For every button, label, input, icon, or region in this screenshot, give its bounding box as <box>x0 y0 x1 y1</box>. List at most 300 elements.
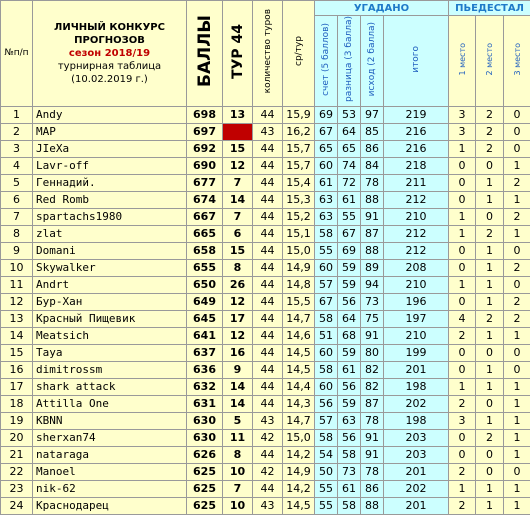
points-cell: 677 <box>187 174 223 191</box>
guessed-outcome-cell: 88 <box>361 242 384 259</box>
rank-cell: 4 <box>1 157 33 174</box>
guessed-diff-cell: 67 <box>338 225 361 242</box>
header-points <box>187 1 223 107</box>
player-name-cell: spartachs1980 <box>33 208 187 225</box>
rank-cell: 20 <box>1 429 33 446</box>
header-podium-third <box>504 16 530 107</box>
podium-second-cell: 1 <box>476 276 504 293</box>
avg-cell: 15,4 <box>283 174 315 191</box>
guessed-score-cell: 60 <box>315 157 338 174</box>
podium-second-cell: 2 <box>476 310 504 327</box>
guessed-total-cell: 216 <box>384 140 449 157</box>
guessed-total-cell: 198 <box>384 378 449 395</box>
podium-first-cell: 0 <box>449 174 476 191</box>
podium-first-cell: 1 <box>449 140 476 157</box>
header-guessed-group: УГАДАНО <box>315 1 449 16</box>
podium-third-cell: 1 <box>504 446 530 463</box>
podium-third-cell: 0 <box>504 276 530 293</box>
caption-season: сезон 2018/19 <box>33 47 186 60</box>
tour-points-cell <box>223 123 253 140</box>
table-row <box>1 123 530 140</box>
guessed-score-cell: 58 <box>315 361 338 378</box>
points-cell: 650 <box>187 276 223 293</box>
guessed-total-cell: 210 <box>384 208 449 225</box>
avg-cell: 14,7 <box>283 310 315 327</box>
rank-cell: 22 <box>1 463 33 480</box>
table-row <box>1 157 530 174</box>
header-tour <box>223 1 253 107</box>
guessed-score-cell: 67 <box>315 293 338 310</box>
player-name-cell: JIeXa <box>33 140 187 157</box>
table-row <box>1 395 530 412</box>
podium-third-cell: 0 <box>504 106 530 123</box>
guessed-score-cell: 51 <box>315 327 338 344</box>
podium-third-cell: 2 <box>504 293 530 310</box>
player-name-cell: Attilla One <box>33 395 187 412</box>
avg-cell: 14,7 <box>283 412 315 429</box>
guessed-score-cell: 60 <box>315 378 338 395</box>
guessed-diff-cell: 56 <box>338 293 361 310</box>
player-name-cell: Краснодарец <box>33 497 187 514</box>
guessed-total-cell: 212 <box>384 191 449 208</box>
points-cell: 649 <box>187 293 223 310</box>
rank-cell: 11 <box>1 276 33 293</box>
podium-third-cell: 1 <box>504 378 530 395</box>
player-name-cell: MAP <box>33 123 187 140</box>
guessed-outcome-cell: 80 <box>361 344 384 361</box>
podium-third-cell: 0 <box>504 242 530 259</box>
avg-cell: 15,2 <box>283 208 315 225</box>
points-cell: 625 <box>187 497 223 514</box>
podium-second-cell: 1 <box>476 191 504 208</box>
podium-third-cell: 2 <box>504 259 530 276</box>
podium-first-cell: 2 <box>449 497 476 514</box>
guessed-score-cell: 58 <box>315 225 338 242</box>
podium-third-cell: 1 <box>504 191 530 208</box>
tour-points-cell: 5 <box>223 412 253 429</box>
guessed-total-cell: 197 <box>384 310 449 327</box>
player-name-cell: KBNN <box>33 412 187 429</box>
points-cell: 655 <box>187 259 223 276</box>
player-name-cell: zlat <box>33 225 187 242</box>
player-name-cell: Manoel <box>33 463 187 480</box>
podium-first-cell: 0 <box>449 259 476 276</box>
guessed-outcome-cell: 89 <box>361 259 384 276</box>
points-cell: 645 <box>187 310 223 327</box>
tour-points-cell: 9 <box>223 361 253 378</box>
podium-second-cell: 2 <box>476 429 504 446</box>
guessed-total-cell: 199 <box>384 344 449 361</box>
guessed-diff-cell: 56 <box>338 429 361 446</box>
podium-third-cell: 2 <box>504 208 530 225</box>
rank-cell: 5 <box>1 174 33 191</box>
tour-points-cell: 26 <box>223 276 253 293</box>
header-podium-third-label: 3 место <box>513 43 522 76</box>
table-row <box>1 174 530 191</box>
guessed-outcome-cell: 75 <box>361 310 384 327</box>
guessed-diff-cell: 73 <box>338 463 361 480</box>
podium-second-cell: 2 <box>476 225 504 242</box>
tours-count-cell: 44 <box>253 395 283 412</box>
guessed-diff-cell: 68 <box>338 327 361 344</box>
avg-cell: 14,3 <box>283 395 315 412</box>
guessed-outcome-cell: 91 <box>361 446 384 463</box>
podium-second-cell: 1 <box>476 361 504 378</box>
guessed-total-cell: 202 <box>384 480 449 497</box>
guessed-total-cell: 203 <box>384 446 449 463</box>
table-row <box>1 361 530 378</box>
podium-first-cell: 2 <box>449 327 476 344</box>
guessed-score-cell: 65 <box>315 140 338 157</box>
podium-first-cell: 1 <box>449 480 476 497</box>
guessed-outcome-cell: 91 <box>361 429 384 446</box>
player-name-cell: nataraga <box>33 446 187 463</box>
tours-count-cell: 44 <box>253 191 283 208</box>
podium-first-cell: 0 <box>449 446 476 463</box>
tour-points-cell: 14 <box>223 191 253 208</box>
caption-title1: ЛИЧНЫЙ КОНКУРС <box>33 21 186 34</box>
avg-cell: 15,7 <box>283 140 315 157</box>
podium-third-cell: 1 <box>504 225 530 242</box>
guessed-total-cell: 201 <box>384 361 449 378</box>
guessed-outcome-cell: 94 <box>361 276 384 293</box>
tours-count-cell: 44 <box>253 157 283 174</box>
header-guessed-total-label: итого <box>411 46 421 73</box>
tours-count-cell: 44 <box>253 446 283 463</box>
podium-second-cell: 1 <box>476 412 504 429</box>
player-name-cell: Andrt <box>33 276 187 293</box>
guessed-outcome-cell: 78 <box>361 174 384 191</box>
guessed-total-cell: 198 <box>384 412 449 429</box>
guessed-score-cell: 61 <box>315 174 338 191</box>
tours-count-cell: 42 <box>253 463 283 480</box>
tour-points-cell: 8 <box>223 259 253 276</box>
tour-points-cell: 10 <box>223 497 253 514</box>
tour-points-cell: 7 <box>223 208 253 225</box>
points-cell: 697 <box>187 123 223 140</box>
header-guessed-diff-label: разница (3 балла) <box>344 16 354 102</box>
guessed-score-cell: 57 <box>315 276 338 293</box>
points-cell: 636 <box>187 361 223 378</box>
player-name-cell: Геннадий. <box>33 174 187 191</box>
guessed-diff-cell: 56 <box>338 378 361 395</box>
podium-second-cell: 0 <box>476 446 504 463</box>
podium-third-cell: 1 <box>504 157 530 174</box>
podium-first-cell: 0 <box>449 361 476 378</box>
avg-cell: 14,2 <box>283 446 315 463</box>
header-podium-group: ПЬЕДЕСТАЛ <box>449 1 530 16</box>
tours-count-cell: 44 <box>253 293 283 310</box>
points-cell: 625 <box>187 480 223 497</box>
avg-cell: 15,1 <box>283 225 315 242</box>
rank-cell: 16 <box>1 361 33 378</box>
points-cell: 631 <box>187 395 223 412</box>
guessed-total-cell: 201 <box>384 497 449 514</box>
guessed-score-cell: 55 <box>315 497 338 514</box>
table-row <box>1 191 530 208</box>
table-row <box>1 480 530 497</box>
rank-cell: 13 <box>1 310 33 327</box>
tours-count-cell: 43 <box>253 123 283 140</box>
podium-second-cell: 0 <box>476 157 504 174</box>
podium-third-cell: 0 <box>504 344 530 361</box>
podium-second-cell: 0 <box>476 463 504 480</box>
rank-cell: 12 <box>1 293 33 310</box>
podium-second-cell: 0 <box>476 344 504 361</box>
header-caption <box>33 1 187 107</box>
guessed-diff-cell: 61 <box>338 361 361 378</box>
header-num: №п/п <box>1 1 33 107</box>
rank-cell: 18 <box>1 395 33 412</box>
guessed-score-cell: 69 <box>315 106 338 123</box>
rank-cell: 14 <box>1 327 33 344</box>
player-name-cell: Taya <box>33 344 187 361</box>
guessed-outcome-cell: 91 <box>361 327 384 344</box>
tour-points-cell: 10 <box>223 463 253 480</box>
tour-points-cell: 12 <box>223 293 253 310</box>
rank-cell: 7 <box>1 208 33 225</box>
podium-second-cell: 1 <box>476 497 504 514</box>
podium-first-cell: 0 <box>449 157 476 174</box>
tour-points-cell: 17 <box>223 310 253 327</box>
guessed-score-cell: 58 <box>315 310 338 327</box>
guessed-total-cell: 210 <box>384 327 449 344</box>
guessed-total-cell: 208 <box>384 259 449 276</box>
guessed-diff-cell: 58 <box>338 446 361 463</box>
caption-title2: ПРОГНОЗОВ <box>33 34 186 47</box>
guessed-total-cell: 212 <box>384 242 449 259</box>
table-row <box>1 259 530 276</box>
tours-count-cell: 44 <box>253 259 283 276</box>
rank-cell: 9 <box>1 242 33 259</box>
header-guessed-total <box>384 16 449 107</box>
points-cell: 667 <box>187 208 223 225</box>
rank-cell: 15 <box>1 344 33 361</box>
tour-points-cell: 15 <box>223 140 253 157</box>
guessed-total-cell: 211 <box>384 174 449 191</box>
tours-count-cell: 44 <box>253 276 283 293</box>
guessed-score-cell: 55 <box>315 242 338 259</box>
avg-cell: 14,9 <box>283 259 315 276</box>
guessed-outcome-cell: 85 <box>361 123 384 140</box>
guessed-outcome-cell: 78 <box>361 412 384 429</box>
podium-third-cell: 1 <box>504 395 530 412</box>
podium-first-cell: 3 <box>449 106 476 123</box>
points-cell: 632 <box>187 378 223 395</box>
tours-count-cell: 44 <box>253 106 283 123</box>
podium-first-cell: 3 <box>449 123 476 140</box>
podium-first-cell: 2 <box>449 395 476 412</box>
guessed-total-cell: 219 <box>384 106 449 123</box>
rank-cell: 23 <box>1 480 33 497</box>
tours-count-cell: 44 <box>253 327 283 344</box>
guessed-outcome-cell: 87 <box>361 395 384 412</box>
podium-second-cell: 2 <box>476 106 504 123</box>
tour-points-cell: 12 <box>223 157 253 174</box>
tours-count-cell: 44 <box>253 361 283 378</box>
podium-third-cell: 2 <box>504 174 530 191</box>
podium-first-cell: 0 <box>449 344 476 361</box>
points-cell: 690 <box>187 157 223 174</box>
player-name-cell: sherxan74 <box>33 429 187 446</box>
podium-third-cell: 2 <box>504 310 530 327</box>
points-cell: 630 <box>187 412 223 429</box>
points-cell: 637 <box>187 344 223 361</box>
guessed-outcome-cell: 84 <box>361 157 384 174</box>
points-cell: 698 <box>187 106 223 123</box>
tours-count-cell: 44 <box>253 208 283 225</box>
podium-second-cell: 0 <box>476 208 504 225</box>
guessed-diff-cell: 61 <box>338 191 361 208</box>
header-podium-first <box>449 16 476 107</box>
header-podium-second <box>476 16 504 107</box>
player-name-cell: dimitrossm <box>33 361 187 378</box>
guessed-total-cell: 212 <box>384 225 449 242</box>
header-tour-label: ТУР 44 <box>230 24 246 79</box>
tours-count-cell: 44 <box>253 344 283 361</box>
rank-cell: 6 <box>1 191 33 208</box>
rank-cell: 19 <box>1 412 33 429</box>
rank-cell: 1 <box>1 106 33 123</box>
podium-first-cell: 3 <box>449 412 476 429</box>
guessed-outcome-cell: 82 <box>361 361 384 378</box>
podium-third-cell: 0 <box>504 463 530 480</box>
points-cell: 641 <box>187 327 223 344</box>
table-row <box>1 412 530 429</box>
table-row <box>1 429 530 446</box>
tour-points-cell: 11 <box>223 429 253 446</box>
podium-first-cell: 0 <box>449 191 476 208</box>
tours-count-cell: 42 <box>253 429 283 446</box>
tour-points-cell: 7 <box>223 480 253 497</box>
guessed-diff-cell: 69 <box>338 242 361 259</box>
podium-first-cell: 2 <box>449 463 476 480</box>
guessed-score-cell: 55 <box>315 480 338 497</box>
player-name-cell: Meatsich <box>33 327 187 344</box>
avg-cell: 15,0 <box>283 429 315 446</box>
guessed-diff-cell: 59 <box>338 395 361 412</box>
guessed-diff-cell: 59 <box>338 276 361 293</box>
player-name-cell: Red Romb <box>33 191 187 208</box>
tour-points-cell: 7 <box>223 174 253 191</box>
points-cell: 630 <box>187 429 223 446</box>
header-points-label: БАЛЛЫ <box>195 15 215 87</box>
avg-cell: 14,8 <box>283 276 315 293</box>
avg-cell: 14,5 <box>283 344 315 361</box>
podium-third-cell: 1 <box>504 497 530 514</box>
header-podium-first-label: 1 место <box>458 43 467 76</box>
tours-count-cell: 43 <box>253 497 283 514</box>
header-guessed-diff <box>338 16 361 107</box>
rank-cell: 3 <box>1 140 33 157</box>
podium-second-cell: 1 <box>476 480 504 497</box>
guessed-score-cell: 60 <box>315 259 338 276</box>
podium-second-cell: 1 <box>476 242 504 259</box>
table-row <box>1 344 530 361</box>
avg-cell: 15,3 <box>283 191 315 208</box>
caption-table-label: турнирная таблица <box>33 60 186 73</box>
guessed-outcome-cell: 82 <box>361 378 384 395</box>
rank-cell: 17 <box>1 378 33 395</box>
podium-third-cell: 0 <box>504 123 530 140</box>
podium-third-cell: 0 <box>504 140 530 157</box>
table-row <box>1 497 530 514</box>
player-name-cell: Красный Пищевик <box>33 310 187 327</box>
guessed-diff-cell: 59 <box>338 344 361 361</box>
guessed-diff-cell: 64 <box>338 310 361 327</box>
rank-cell: 10 <box>1 259 33 276</box>
header-tours-count <box>253 1 283 107</box>
header-guessed-outcome-label: исход (2 балла) <box>367 22 377 96</box>
guessed-score-cell: 60 <box>315 344 338 361</box>
podium-second-cell: 1 <box>476 174 504 191</box>
points-cell: 658 <box>187 242 223 259</box>
podium-third-cell: 1 <box>504 480 530 497</box>
avg-cell: 14,2 <box>283 480 315 497</box>
tour-points-cell: 15 <box>223 242 253 259</box>
podium-third-cell: 0 <box>504 361 530 378</box>
header-avg-label: ср/тур <box>294 36 304 66</box>
guessed-score-cell: 63 <box>315 208 338 225</box>
avg-cell: 15,7 <box>283 157 315 174</box>
tours-count-cell: 44 <box>253 242 283 259</box>
points-cell: 625 <box>187 463 223 480</box>
guessed-outcome-cell: 73 <box>361 293 384 310</box>
points-cell: 626 <box>187 446 223 463</box>
podium-second-cell: 2 <box>476 140 504 157</box>
avg-cell: 14,5 <box>283 361 315 378</box>
podium-second-cell: 2 <box>476 123 504 140</box>
points-cell: 665 <box>187 225 223 242</box>
guessed-outcome-cell: 87 <box>361 225 384 242</box>
table-row <box>1 140 530 157</box>
header-guessed-score-label: счет (5 баллов) <box>321 23 331 96</box>
podium-first-cell: 1 <box>449 208 476 225</box>
guessed-diff-cell: 55 <box>338 208 361 225</box>
player-name-cell: Skywalker <box>33 259 187 276</box>
podium-first-cell: 0 <box>449 242 476 259</box>
caption-date: (10.02.2019 г.) <box>33 73 186 86</box>
tours-count-cell: 44 <box>253 378 283 395</box>
guessed-total-cell: 202 <box>384 395 449 412</box>
guessed-total-cell: 201 <box>384 463 449 480</box>
player-name-cell: Andy <box>33 106 187 123</box>
avg-cell: 14,6 <box>283 327 315 344</box>
table-row <box>1 463 530 480</box>
guessed-diff-cell: 65 <box>338 140 361 157</box>
guessed-total-cell: 218 <box>384 157 449 174</box>
table-row <box>1 242 530 259</box>
header-tours-count-label: количество туров <box>263 9 273 93</box>
guessed-outcome-cell: 88 <box>361 191 384 208</box>
tour-points-cell: 12 <box>223 327 253 344</box>
guessed-diff-cell: 64 <box>338 123 361 140</box>
player-name-cell: Бур-Хан <box>33 293 187 310</box>
tour-points-cell: 16 <box>223 344 253 361</box>
tours-count-cell: 43 <box>253 412 283 429</box>
podium-third-cell: 1 <box>504 412 530 429</box>
guessed-score-cell: 54 <box>315 446 338 463</box>
guessed-score-cell: 50 <box>315 463 338 480</box>
podium-first-cell: 4 <box>449 310 476 327</box>
guessed-score-cell: 57 <box>315 412 338 429</box>
guessed-diff-cell: 61 <box>338 480 361 497</box>
guessed-outcome-cell: 78 <box>361 463 384 480</box>
points-cell: 674 <box>187 191 223 208</box>
rank-cell: 21 <box>1 446 33 463</box>
player-name-cell: shark attack <box>33 378 187 395</box>
guessed-diff-cell: 58 <box>338 497 361 514</box>
